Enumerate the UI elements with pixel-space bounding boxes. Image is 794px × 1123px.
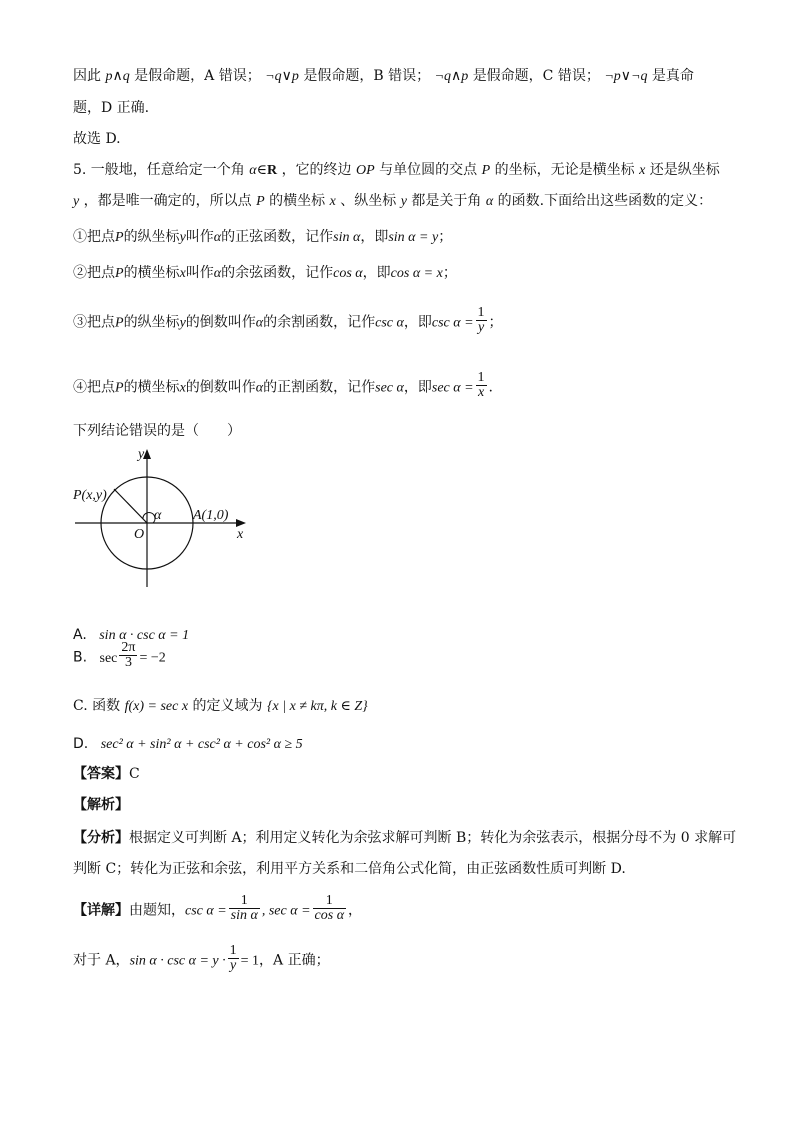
option-tag: C. 函数	[73, 698, 121, 714]
math: x	[639, 163, 646, 178]
text: 的纵坐标	[123, 229, 180, 245]
math: ¬p∨¬q	[604, 69, 648, 84]
analysis-label: 【解析】	[73, 797, 129, 813]
point-p-label: P(x,y)	[73, 488, 107, 503]
math: x	[179, 266, 186, 281]
text: .	[488, 379, 493, 396]
text: 的余割函数，记作	[263, 314, 376, 331]
definition-3	[73, 305, 503, 337]
math: cos α = x	[390, 266, 443, 281]
option-tag: B.	[73, 649, 88, 666]
option-tag: A.	[73, 627, 87, 643]
math: α	[255, 315, 264, 331]
option-c	[73, 696, 368, 717]
math: x	[179, 380, 186, 396]
text: ②把点	[73, 265, 115, 281]
math: α	[213, 230, 222, 245]
analysis-line: 判断 C；转化为正弦和余弦，利用平方关系和二倍角公式化简，由正弦函数性质可判断 D.	[73, 861, 626, 877]
text: ，即	[362, 265, 391, 281]
math: sin α	[333, 230, 361, 245]
denominator: 3	[119, 655, 137, 670]
text: 是假命题，A 错误；	[134, 68, 261, 84]
fraction	[476, 306, 487, 335]
math: sec α	[375, 380, 404, 396]
math: sec² α + sin² α + csc² α + cos² α ≥ 5	[100, 737, 303, 752]
denominator: x	[476, 385, 487, 400]
option-tag: D.	[73, 736, 89, 752]
question-prompt: 下列结论错误的是（ ）	[73, 423, 241, 439]
text: 是假命题，B 错误；	[303, 68, 431, 84]
text: 的坐标，无论是横坐标	[494, 162, 635, 178]
text: ③把点	[73, 314, 115, 331]
text: 叫作	[185, 229, 214, 245]
text: ；	[442, 265, 457, 281]
fraction	[229, 894, 260, 923]
text: 还是纵坐标	[649, 162, 720, 178]
option-b	[73, 640, 166, 672]
math: , sec α =	[261, 903, 311, 919]
math: α∈	[249, 163, 267, 178]
text: 都是关于角	[411, 193, 482, 209]
definition-2	[73, 263, 457, 284]
fraction	[228, 944, 239, 973]
text: ，A 正确；	[259, 952, 330, 969]
denominator: cos α	[314, 908, 345, 923]
math: csc α	[375, 315, 404, 331]
numerator: 1	[477, 305, 485, 320]
origin-label: O	[134, 527, 145, 542]
text: 、纵坐标	[340, 193, 397, 209]
math: sec	[99, 650, 118, 666]
math: P	[115, 230, 124, 245]
y-axis-label: y	[138, 447, 145, 462]
math: P	[115, 380, 124, 396]
detail-line	[73, 943, 330, 975]
math: R	[266, 163, 278, 178]
math: P	[115, 266, 124, 281]
math: y	[73, 194, 80, 209]
text: 叫作	[185, 265, 214, 281]
detail-line	[73, 893, 363, 925]
math: csc α =	[185, 903, 227, 919]
text: 因此	[73, 68, 101, 84]
answer-line	[73, 764, 140, 784]
math: α	[213, 266, 222, 281]
math: x	[329, 194, 336, 209]
math: = 1	[240, 953, 260, 969]
math: f(x) = sec x	[124, 699, 189, 714]
math: cos α	[333, 266, 363, 281]
definition-4	[73, 370, 493, 402]
text: 的倒数叫作	[185, 314, 256, 331]
text: 的余弦函数，记作	[221, 265, 334, 281]
math: {x | x ≠ kπ, k ∈ Z}	[266, 699, 368, 714]
unit-circle-figure	[70, 444, 260, 594]
terminal-side-op	[114, 489, 147, 523]
text: ，即	[360, 229, 389, 245]
detail-label: 【详解】	[73, 902, 129, 919]
math: OP	[356, 163, 375, 178]
text: ，它的终边	[281, 162, 352, 178]
text: 对于 A，	[73, 952, 130, 969]
analysis-line	[73, 828, 736, 848]
text: 的横坐标	[269, 193, 326, 209]
text-line	[73, 66, 694, 87]
definition-1	[73, 227, 452, 248]
option-d	[73, 734, 303, 755]
fraction	[313, 894, 347, 923]
numerator: 1	[477, 370, 485, 385]
math: y	[179, 230, 186, 245]
math: y	[179, 315, 186, 331]
numerator: 1	[240, 893, 248, 908]
fenxi-label: 【分析】	[73, 830, 129, 846]
math: P	[256, 194, 265, 209]
text: 由题知，	[129, 902, 185, 919]
math: sec α =	[431, 380, 474, 396]
text-line: 故选 D.	[73, 131, 121, 147]
denominator: sin α	[230, 908, 258, 923]
math: sin α · csc α = y ·	[129, 953, 226, 969]
math: p∧q	[105, 69, 130, 84]
answer-value: C	[129, 766, 140, 782]
math: ¬q∧p	[434, 69, 469, 84]
fraction	[476, 371, 487, 400]
text: 的定义域为	[192, 698, 263, 714]
x-axis-arrow	[236, 519, 246, 527]
text: ，即	[403, 379, 432, 396]
denominator: y	[476, 320, 487, 335]
text: 的横坐标	[123, 265, 180, 281]
text: ④把点	[73, 379, 115, 396]
text: ，都是唯一确定的，所以点	[83, 193, 252, 209]
question-line	[73, 160, 720, 181]
text: 与单位圆的交点	[379, 162, 478, 178]
numerator: 2π	[121, 640, 136, 655]
math: sin α · csc α = 1	[99, 628, 190, 643]
text: 根据定义可判断 A；利用定义转化为余弦求解可判断 B；转化为余弦表示，根据分母不为 0 求解可	[129, 830, 737, 846]
math: P	[481, 163, 491, 178]
text: 5. 一般地，任意给定一个角	[73, 162, 245, 178]
x-axis-label: x	[237, 527, 244, 542]
point-a-label: A(1,0)	[193, 508, 229, 523]
math: sin α = y	[388, 230, 439, 245]
question-line	[73, 191, 712, 212]
text: 的正割函数，记作	[263, 379, 376, 396]
text: 是真命	[651, 68, 694, 84]
math: α	[485, 194, 494, 209]
alpha-label: α	[154, 508, 162, 523]
text: ，即	[403, 314, 432, 331]
answer-label: 【答案】	[73, 766, 129, 782]
text: ；	[488, 314, 503, 331]
denominator: y	[228, 958, 239, 973]
math: y	[400, 194, 407, 209]
math: α	[255, 380, 264, 396]
text: ，	[348, 902, 363, 919]
text: ；	[438, 229, 453, 245]
math: ¬q∨p	[265, 69, 299, 84]
math: csc α =	[431, 315, 474, 331]
text-line: 题，D 正确.	[73, 100, 150, 116]
math: = −2	[139, 650, 166, 666]
text: 的正弦函数，记作	[221, 229, 334, 245]
text: 的倒数叫作	[185, 379, 256, 396]
text: 是假命题，C 错误；	[472, 68, 600, 84]
text: 的函数.下面给出这些函数的定义：	[497, 193, 713, 209]
fraction	[119, 641, 137, 670]
text: 的横坐标	[123, 379, 180, 396]
numerator: 1	[325, 893, 333, 908]
math: P	[115, 315, 124, 331]
numerator: 1	[229, 943, 237, 958]
text: ①把点	[73, 229, 115, 245]
text: 的纵坐标	[123, 314, 180, 331]
